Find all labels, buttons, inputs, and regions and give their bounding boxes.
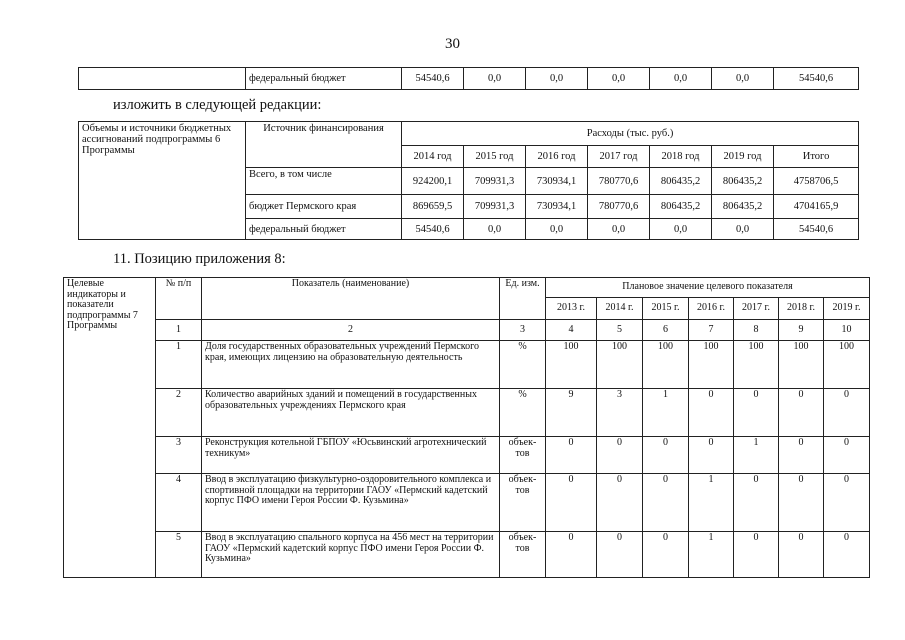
value-cell: 924200,1 [402, 168, 464, 195]
year-header: 2018 г. [779, 298, 824, 320]
source-label: федеральный бюджет [246, 68, 402, 90]
year-header: 2015 год [464, 146, 526, 168]
value-cell: 0 [643, 437, 689, 474]
top-row-table [78, 67, 859, 90]
value-cell: 869659,5 [402, 195, 464, 219]
num-header: № п/п [156, 278, 202, 320]
value-cell: 0 [689, 389, 734, 437]
row-number: 5 [156, 532, 202, 578]
value-cell: 54540,6 [402, 68, 464, 90]
value-cell: 0 [779, 389, 824, 437]
funding-table [78, 121, 859, 240]
value-cell: 0 [597, 532, 643, 578]
value-cell: 0,0 [712, 68, 774, 90]
col-number: 7 [689, 320, 734, 341]
name-header: Показатель (наименование) [202, 278, 500, 320]
indicators-row-header: Целевые индикаторы и показатели подпрограммы 7 Программы [64, 278, 156, 578]
value-cell: 0,0 [588, 68, 650, 90]
value-cell: 0 [824, 389, 870, 437]
value-cell: 0 [689, 437, 734, 474]
page-number: 30 [445, 36, 460, 52]
value-cell: 1 [643, 389, 689, 437]
value-cell: 0 [546, 474, 597, 532]
value-cell: 0 [779, 437, 824, 474]
funding-row-header: Объемы и источники бюджетных ассигнований подпрограммы 6 Программы [79, 122, 246, 240]
indicator-name: Ввод в эксплуатацию спального корпуса на 456 мест на территории ГАОУ «Пермский кадетский корпус ПФО имени Героя России Ф. Кузьмина» [202, 532, 500, 578]
expenses-header: Расходы (тыс. руб.) [402, 122, 859, 146]
value-cell: 0 [824, 532, 870, 578]
value-cell: 100 [779, 341, 824, 389]
year-header: 2017 год [588, 146, 650, 168]
year-header: 2013 г. [546, 298, 597, 320]
total-cell: 4704165,9 [774, 195, 859, 219]
col-number: 10 [824, 320, 870, 341]
source-label: Всего, в том числе [246, 168, 402, 195]
year-header: 2014 г. [597, 298, 643, 320]
year-header: 2019 г. [824, 298, 870, 320]
value-cell: 0,0 [650, 219, 712, 240]
col-number: 4 [546, 320, 597, 341]
indicator-name: Количество аварийных зданий и помещений в государственных образовательных учреждениях Пермского края [202, 389, 500, 437]
value-cell: 730934,1 [526, 195, 588, 219]
value-cell: 806435,2 [650, 195, 712, 219]
value-cell: 100 [689, 341, 734, 389]
value-cell: 0,0 [526, 68, 588, 90]
value-cell: 0 [734, 389, 779, 437]
value-cell: 1 [734, 437, 779, 474]
year-header: 2014 год [402, 146, 464, 168]
value-cell: 0,0 [650, 68, 712, 90]
col-number: 5 [597, 320, 643, 341]
value-cell: 0 [824, 474, 870, 532]
col-number: 3 [500, 320, 546, 341]
value-cell: 806435,2 [712, 195, 774, 219]
col-number: 8 [734, 320, 779, 341]
value-cell: 100 [734, 341, 779, 389]
year-header: 2017 г. [734, 298, 779, 320]
value-cell: 0 [597, 474, 643, 532]
value-cell: 709931,3 [464, 195, 526, 219]
unit-header: Ед. изм. [500, 278, 546, 320]
value-cell: 806435,2 [650, 168, 712, 195]
total-cell: 54540,6 [774, 68, 859, 90]
value-cell: 806435,2 [712, 168, 774, 195]
col-number: 1 [156, 320, 202, 341]
unit-cell: объек-тов [500, 437, 546, 474]
indicator-name: Ввод в эксплуатацию физкультурно-оздоровительного комплекса и спортивной площадки на территории ГАОУ «Пермский кадетский корпус ПФО имени Героя России Ф. Кузьмина» [202, 474, 500, 532]
value-cell: 100 [546, 341, 597, 389]
heading-new-edition: изложить в следующей редакции: [113, 97, 322, 113]
row-number: 1 [156, 341, 202, 389]
value-cell: 0,0 [712, 219, 774, 240]
indicators-table [63, 277, 870, 578]
unit-cell: объек-тов [500, 474, 546, 532]
value-cell: 0 [643, 532, 689, 578]
value-cell: 3 [597, 389, 643, 437]
value-cell: 9 [546, 389, 597, 437]
value-cell: 0 [734, 474, 779, 532]
row-number: 3 [156, 437, 202, 474]
year-header: 2015 г. [643, 298, 689, 320]
total-header: Итого [774, 146, 859, 168]
year-header: 2016 г. [689, 298, 734, 320]
value-cell: 1 [689, 474, 734, 532]
value-cell: 0 [779, 532, 824, 578]
row-number: 2 [156, 389, 202, 437]
total-cell: 4758706,5 [774, 168, 859, 195]
total-cell: 54540,6 [774, 219, 859, 240]
unit-cell: объек-тов [500, 532, 546, 578]
value-cell: 0,0 [588, 219, 650, 240]
source-header: Источник финансирования [246, 122, 402, 168]
col-number: 6 [643, 320, 689, 341]
year-header: 2019 год [712, 146, 774, 168]
value-cell: 709931,3 [464, 168, 526, 195]
unit-cell: % [500, 389, 546, 437]
source-label: федеральный бюджет [246, 219, 402, 240]
source-label: бюджет Пермского края [246, 195, 402, 219]
value-cell: 100 [643, 341, 689, 389]
value-cell: 0,0 [526, 219, 588, 240]
indicator-name: Реконструкция котельной ГБПОУ «Юсьвинский агротехнический техникум» [202, 437, 500, 474]
year-header: 2016 год [526, 146, 588, 168]
value-cell: 100 [597, 341, 643, 389]
unit-cell: % [500, 341, 546, 389]
value-cell: 1 [689, 532, 734, 578]
heading-position-8: 11. Позицию приложения 8: [113, 251, 286, 267]
indicator-name: Доля государственных образовательных учреждений Пермского края, имеющих лицензию на образовательную деятельность [202, 341, 500, 389]
year-header: 2018 год [650, 146, 712, 168]
value-cell: 0 [734, 532, 779, 578]
value-cell: 0,0 [464, 68, 526, 90]
value-cell: 0 [546, 532, 597, 578]
value-cell: 0 [779, 474, 824, 532]
value-cell: 100 [824, 341, 870, 389]
value-cell: 0 [546, 437, 597, 474]
value-cell: 54540,6 [402, 219, 464, 240]
value-cell: 780770,6 [588, 195, 650, 219]
col-number: 9 [779, 320, 824, 341]
value-cell: 780770,6 [588, 168, 650, 195]
value-cell: 0 [643, 474, 689, 532]
row-number: 4 [156, 474, 202, 532]
value-cell: 0 [824, 437, 870, 474]
value-cell: 0 [597, 437, 643, 474]
value-cell: 0,0 [464, 219, 526, 240]
col-number: 2 [202, 320, 500, 341]
plan-header: Плановое значение целевого показателя [546, 278, 870, 298]
value-cell: 730934,1 [526, 168, 588, 195]
empty-cell [79, 68, 246, 90]
